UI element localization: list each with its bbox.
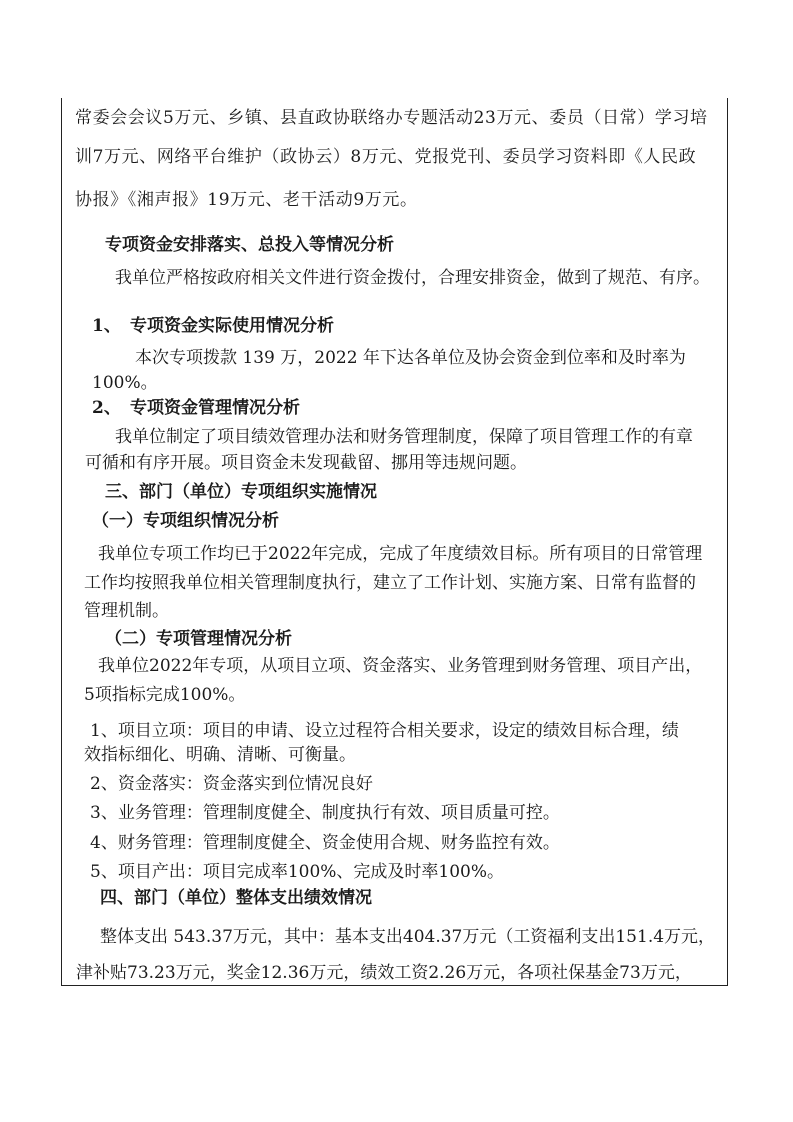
- sub2-item: 2、资金落实：资金落实到位情况良好: [90, 774, 373, 794]
- sub1-line2: 工作均按照我单位相关管理制度执行，建立了工作计划、实施方案、日常有监督的: [84, 573, 696, 593]
- allocation-text: 我单位严格按政府相关文件进行资金拨付，合理安排资金，做到了规范、有序。: [115, 268, 710, 288]
- sub2-line1: 我单位2022年专项，从项目立项、资金落实、业务管理到财务管理、项目产出，: [98, 656, 703, 676]
- sub2-item: 3、业务管理：管理制度健全、制度执行有效、项目质量可控。: [90, 803, 560, 823]
- para1-line3: 协报》《湘声报》19万元、老干活动9万元。: [75, 190, 418, 210]
- sub2-item: 1、项目立项：项目的申请、设立过程符合相关要求，设定的绩效目标合理，绩: [90, 721, 679, 741]
- mgmt-heading: 专项资金管理情况分析: [130, 398, 300, 418]
- sub1-line1: 我单位专项工作均已于2022年完成，完成了年度绩效目标。所有项目的日常管理: [98, 544, 703, 564]
- sub2-heading: （二）专项管理情况分析: [105, 629, 292, 649]
- para1-line2: 训7万元、网络平台维护（政协云）8万元、党报党刊、委员学习资料即《人民政: [75, 147, 697, 167]
- section4-heading: 四、部门（单位）整体支出绩效情况: [100, 888, 372, 908]
- sub2-item: 5、项目产出：项目完成率100%、完成及时率100%。: [90, 862, 505, 882]
- para1-line1: 常委会会议5万元、乡镇、县直政协联络办专题活动23万元、委员（日常）学习培: [75, 108, 708, 128]
- section4-line2: 津补贴73.23万元，奖金12.36万元，绩效工资2.26万元，各项社保基金73万元，: [76, 963, 692, 983]
- usage-line2: 100%。: [92, 373, 158, 393]
- mgmt-line2: 可循和有序开展。项目资金未发现截留、挪用等违规问题。: [85, 453, 527, 473]
- section4-line1: 整体支出 543.37万元，其中：基本支出404.37万元（工资福利支出151.4万元，: [100, 927, 716, 947]
- usage-number: 1、: [92, 316, 121, 336]
- sub1-line3: 管理机制。: [84, 601, 169, 621]
- sub2-item: 4、财务管理：管理制度健全、资金使用合规、财务监控有效。: [90, 833, 560, 853]
- mgmt-number: 2、: [92, 398, 121, 418]
- sub1-heading: （一）专项组织情况分析: [92, 511, 279, 531]
- mgmt-line1: 我单位制定了项目绩效管理办法和财务管理制度，保障了项目管理工作的有章: [115, 427, 693, 447]
- usage-line1: 本次专项拨款 139 万，2022 年下达各单位及协会资金到位率和及时率为: [135, 348, 686, 368]
- sub2-item: 效指标细化、明确、清晰、可衡量。: [84, 745, 356, 765]
- allocation-heading: 专项资金安排落实、总投入等情况分析: [105, 235, 394, 255]
- sub2-line2: 5项指标完成100%。: [84, 685, 246, 705]
- section3-heading: 三、部门（单位）专项组织实施情况: [105, 482, 377, 502]
- usage-heading: 专项资金实际使用情况分析: [130, 316, 334, 336]
